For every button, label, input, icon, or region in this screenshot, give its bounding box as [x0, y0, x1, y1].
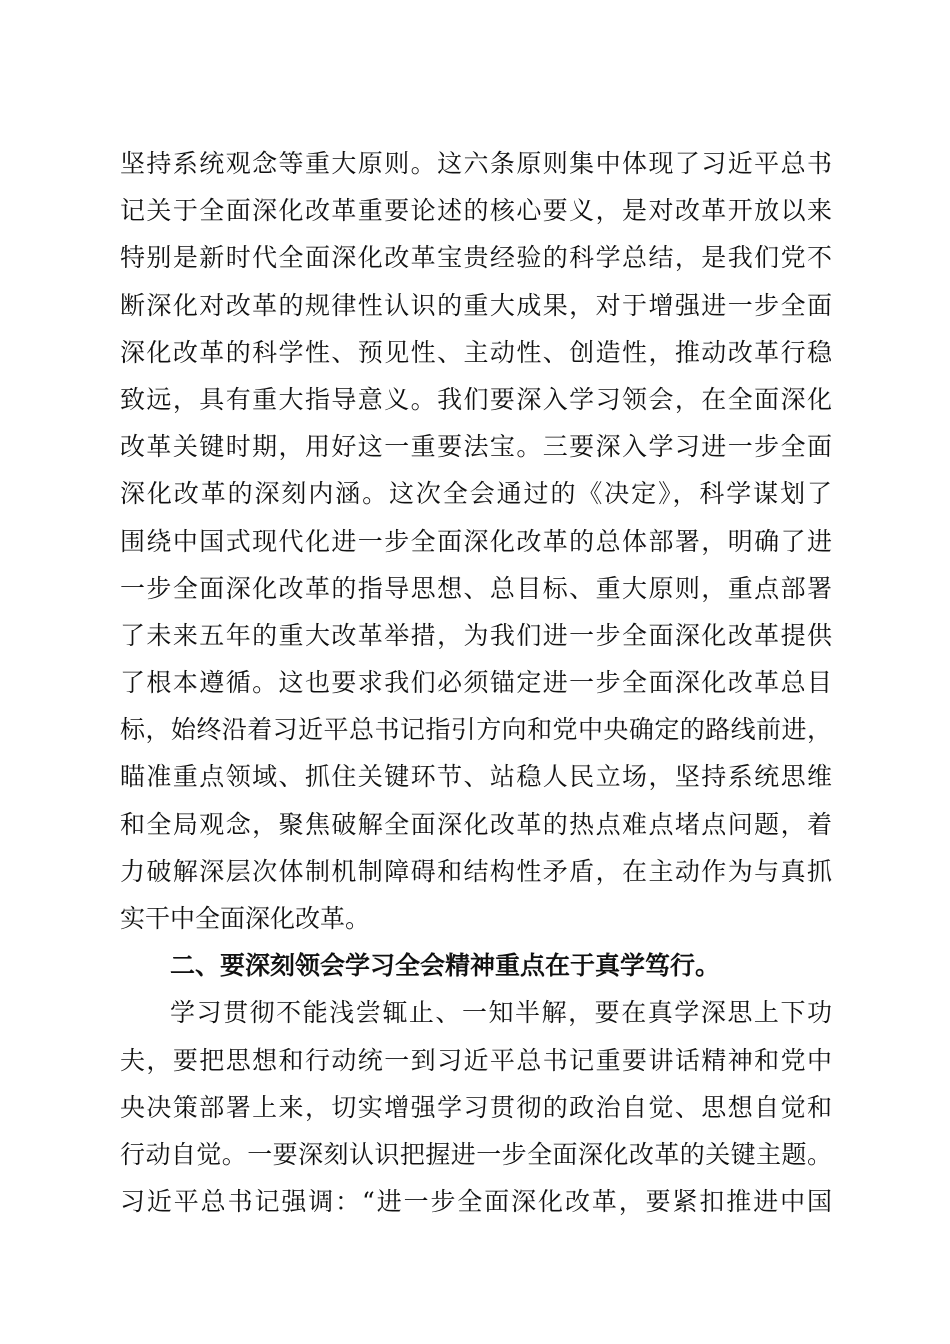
- text-line: 记关于全面深化改革重要论述的核心要义，是对改革开放以来: [120, 196, 832, 226]
- text-line: 改革关键时期，用好这一重要法宝。三要深入学习进一步全面: [120, 432, 832, 462]
- text-line: 坚持系统观念等重大原则。这六条原则集中体现了习近平总书: [120, 149, 832, 178]
- text-line: 央决策部署上来，切实增强学习贯彻的政治自觉、思想自觉和: [120, 1092, 832, 1122]
- text-line: 瞄准重点领域、抓住关键环节、站稳人民立场，坚持系统思维: [120, 762, 832, 792]
- text-line: 夫，要把思想和行动统一到习近平总书记重要讲话精神和党中: [120, 1045, 832, 1075]
- text-line: 了根本遵循。这也要求我们必须锚定进一步全面深化改革总目: [120, 668, 832, 698]
- text-line: 围绕中国式现代化进一步全面深化改革的总体部署，明确了进: [120, 526, 832, 556]
- text-line: 标，始终沿着习近平总书记指引方向和党中央确定的路线前进，: [120, 715, 832, 745]
- text-line: 一步全面深化改革的指导思想、总目标、重大原则，重点部署: [120, 573, 832, 603]
- text-line: 力破解深层次体制机制障碍和结构性矛盾，在主动作为与真抓: [120, 856, 832, 886]
- text-line: 深化改革的科学性、预见性、主动性、创造性，推动改革行稳: [120, 337, 832, 367]
- text-line: 实干中全面深化改革。: [120, 904, 371, 933]
- text-line: 习近平总书记强调：“进一步全面深化改革，要紧扣推进中国: [120, 1187, 832, 1217]
- document-body: [120, 140, 832, 1225]
- section-heading: 二、要深刻领会学习全会精神重点在于真学笃行。: [170, 951, 721, 981]
- text-line: 行动自觉。一要深刻认识把握进一步全面深化改革的关键主题。: [120, 1139, 832, 1169]
- text-line: 深化改革的深刻内涵。这次全会通过的《决定》，科学谋划了: [120, 479, 832, 509]
- text-line: 和全局观念，聚焦破解全面深化改革的热点难点堵点问题，着: [120, 809, 832, 839]
- text-line: 断深化对改革的规律性认识的重大成果，对于增强进一步全面: [120, 290, 832, 320]
- paragraph-first-line: 学习贯彻不能浅尝辄止、一知半解，要在真学深思上下功: [170, 998, 832, 1028]
- text-line: 了未来五年的重大改革举措，为我们进一步全面深化改革提供: [120, 620, 832, 650]
- text-line: 致远，具有重大指导意义。我们要深入学习领会，在全面深化: [120, 384, 832, 414]
- text-line: 特别是新时代全面深化改革宝贵经验的科学总结，是我们党不: [120, 243, 832, 273]
